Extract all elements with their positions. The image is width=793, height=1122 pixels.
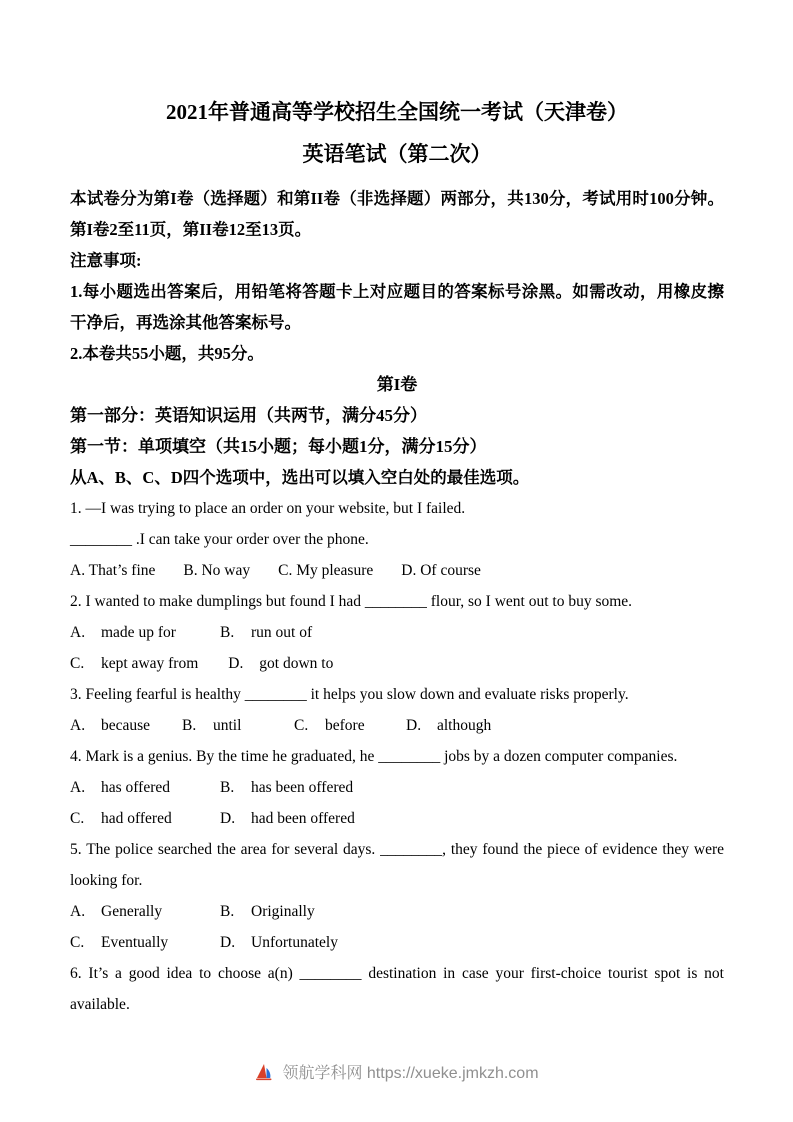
question-6-text: 6. It’s a good idea to choose a(n) ________ destination in case your first-choice tourist spot is not available. [70, 965, 724, 1013]
option-4-b [220, 772, 353, 803]
question-2-options-row-2 [70, 648, 724, 679]
option-4-b-label: B. [220, 779, 235, 796]
question-4-options-row-2 [70, 803, 724, 834]
exam-page [70, 97, 724, 1020]
option-3-b-text: until [213, 717, 242, 734]
exam-subtitle: 英语笔试（第二次） [302, 142, 492, 166]
option-5-c [70, 927, 190, 958]
option-1-c: C. My pleasure [278, 562, 374, 579]
option-4-a-text: has offered [101, 779, 171, 796]
option-5-b-text: Originally [251, 903, 315, 920]
option-5-d-text: Unfortunately [251, 934, 338, 951]
option-2-d-label: D. [228, 655, 244, 672]
question-5-options-row-1 [70, 896, 724, 927]
option-5-a-label: A. [70, 903, 86, 920]
option-5-c-text: Eventually [101, 934, 169, 951]
option-2-d-text: got down to [259, 655, 334, 672]
note-item-2: 2.本卷共55小题，共95分。 [70, 344, 264, 363]
option-2-d [228, 648, 333, 679]
volume-heading: 第I卷 [376, 375, 418, 394]
question-3-text: 3. Feeling fearful is healthy ________ it helps you slow down and evaluate risks properly. [70, 686, 629, 703]
question-4-text: 4. Mark is a genius. By the time he graduated, he ________ jobs by a dozen computer companies. [70, 748, 678, 765]
option-1-a: A. That’s fine [70, 562, 156, 579]
option-3-a [70, 710, 182, 741]
footer-text: 领航学科网 https://xueke.jmkzh.com [282, 1065, 539, 1082]
option-4-c [70, 803, 190, 834]
notes-heading: 注意事项: [70, 251, 142, 270]
option-1-b: B. No way [183, 562, 251, 579]
intro-paragraph: 本试卷分为第I卷（选择题）和第II卷（非选择题）两部分，共130分，考试用时100分钟。第I卷2至11页，第II卷12至13页。 [70, 189, 724, 239]
section-heading: 第一节：单项填空（共15小题；每小题1分，满分15分） [70, 437, 487, 456]
option-2-a-text: made up for [101, 624, 176, 641]
option-5-b [220, 896, 315, 927]
question-2-options-row-1 [70, 617, 724, 648]
option-2-a [70, 617, 190, 648]
question-5-text: 5. The police searched the area for several days. ________, they found the piece of evidence they were looking for. [70, 841, 724, 889]
question-1-text: 1. —I was trying to place an order on your website, but I failed. [70, 500, 466, 517]
part-heading: 第一部分：英语知识运用（共两节，满分45分） [70, 406, 427, 425]
option-3-b [182, 710, 294, 741]
option-5-a-text: Generally [101, 903, 163, 920]
question-1-response-line: ________ .I can take your order over the phone. [70, 531, 369, 548]
option-2-b-text: run out of [251, 624, 313, 641]
option-3-b-label: B. [182, 717, 197, 734]
option-4-d [220, 803, 355, 834]
option-5-c-label: C. [70, 934, 85, 951]
option-2-c-text: kept away from [101, 655, 199, 672]
option-4-c-text: had offered [101, 810, 172, 827]
option-4-a-label: A. [70, 779, 86, 796]
option-1-d: D. Of course [401, 562, 481, 579]
page-footer [0, 1060, 793, 1083]
option-5-d-label: D. [220, 934, 236, 951]
option-4-d-label: D. [220, 810, 236, 827]
question-5-options-row-2 [70, 927, 724, 958]
option-3-d [406, 710, 518, 741]
option-2-c [70, 648, 198, 679]
question-1-options [70, 555, 724, 586]
option-4-a [70, 772, 190, 803]
option-4-d-text: had been offered [251, 810, 355, 827]
option-2-a-label: A. [70, 624, 86, 641]
option-5-b-label: B. [220, 903, 235, 920]
instruction-text: 从A、B、C、D四个选项中，选出可以填入空白处的最佳选项。 [70, 468, 530, 487]
question-3-options [70, 710, 724, 741]
option-3-d-text: although [437, 717, 492, 734]
note-item-1: 1.每小题选出答案后，用铅笔将答题卡上对应题目的答案标号涂黑。如需改动，用橡皮擦干净后，再选涂其他答案标号。 [70, 282, 724, 332]
option-3-a-label: A. [70, 717, 86, 734]
question-4-options-row-1 [70, 772, 724, 803]
option-5-a [70, 896, 190, 927]
option-3-a-text: because [101, 717, 151, 734]
option-4-c-label: C. [70, 810, 85, 827]
question-2-text: 2. I wanted to make dumplings but found I had ________ flour, so I went out to buy some. [70, 593, 633, 610]
option-3-c [294, 710, 406, 741]
option-4-b-text: has been offered [251, 779, 354, 796]
option-3-c-label: C. [294, 717, 309, 734]
xueke-logo-icon [254, 1062, 274, 1082]
option-2-c-label: C. [70, 655, 85, 672]
option-3-c-text: before [325, 717, 365, 734]
option-2-b [220, 617, 312, 648]
option-2-b-label: B. [220, 624, 235, 641]
exam-title: 2021年普通高等学校招生全国统一考试（天津卷） [166, 100, 628, 124]
option-3-d-label: D. [406, 717, 422, 734]
option-5-d [220, 927, 338, 958]
